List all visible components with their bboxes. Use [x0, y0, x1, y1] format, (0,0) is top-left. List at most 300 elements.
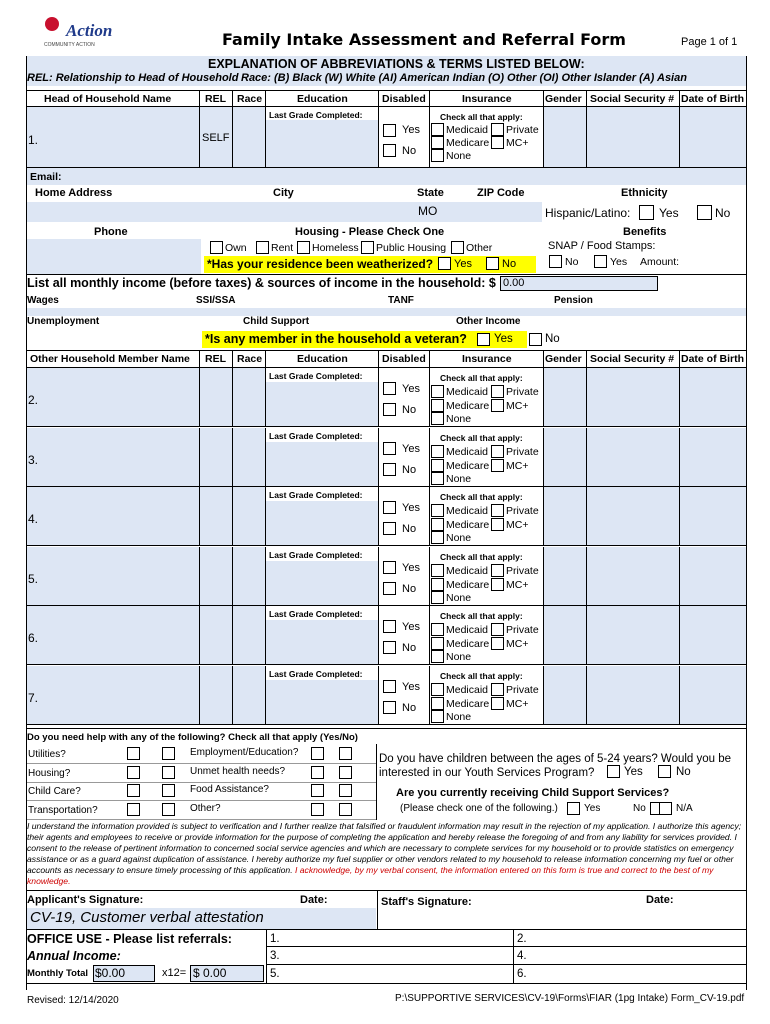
member-col-divider: [378, 428, 379, 487]
wages-label: Wages: [27, 295, 59, 306]
member-disabled-yes-checkbox[interactable]: [383, 680, 396, 693]
help-item-yes-checkbox[interactable]: [311, 784, 324, 797]
member-disabled-yes-checkbox[interactable]: [383, 561, 396, 574]
member-col-divider: [199, 666, 200, 725]
member-last-grade-label: Last Grade Completed:: [269, 669, 363, 679]
head-disabled-yes-checkbox[interactable]: [383, 124, 396, 137]
member-dob-field[interactable]: [680, 606, 746, 664]
snap-yes-label: Yes: [610, 256, 628, 268]
member-name-field[interactable]: [27, 428, 199, 486]
member-none-checkbox[interactable]: [431, 531, 444, 544]
member-col-divider: [232, 606, 233, 665]
member-col-divider: [586, 606, 587, 665]
member-check-all-label: Check all that apply:: [440, 433, 523, 443]
head-medicare-checkbox[interactable]: [431, 136, 444, 149]
member-medicare-checkbox[interactable]: [431, 399, 444, 412]
other-income-label: Other Income: [456, 316, 521, 327]
veteran-yes-checkbox[interactable]: [477, 333, 490, 346]
member-disabled-yes-checkbox[interactable]: [383, 382, 396, 395]
member-col-divider: [199, 368, 200, 427]
col-education: Education: [297, 93, 348, 105]
member-gender-field[interactable]: [544, 606, 586, 664]
head-check-all-label: Check all that apply:: [440, 112, 523, 122]
member-col-divider: [429, 666, 430, 725]
member-medicare-label: Medicare: [446, 400, 490, 412]
help-item-label: Child Care?: [28, 786, 81, 797]
cs-no-label: No: [633, 803, 646, 814]
explanation-title: EXPLANATION OF ABBREVIATIONS & TERMS LISTED BELOW:: [208, 57, 585, 71]
member-mc-checkbox[interactable]: [491, 399, 504, 412]
annual-income-label: Annual Income:: [27, 949, 121, 963]
member-col-divider: [199, 606, 200, 665]
head-rel-value: SELF: [202, 132, 230, 144]
help-item-yes-checkbox[interactable]: [127, 803, 140, 816]
member-rel-field[interactable]: [200, 428, 232, 486]
member-name-field[interactable]: [27, 368, 199, 426]
snap-no-label: No: [565, 256, 579, 268]
member-row-divider: [26, 545, 746, 546]
member-private-checkbox[interactable]: [491, 564, 504, 577]
consent-statement: I understand the information provided is subject to verification and I further realize that falsified or fraudulent information may result in the rejection of my application. I authorize this agency; their agents and employees to receive or provide information for the purpose of completing the application and hereby release the foregoing of and from any liability for services provided. I consent to the release of pertinent information to concerned social service agencies and which are necessary to complete services for my household or to provide statistics on emergency assistance or as a guard against duplication of assistance. I hereby authorize my fuel supplier or other vendors related to my household to release information concerning my fuel or other accounts as necessary to ensure timely processing of this application. I acknowledge, by my verbal consent, the information entered on this form is true and correct to the best of my knowledge.: [27, 821, 742, 886]
cs-yes-label: Yes: [584, 803, 601, 814]
member-medicaid-label: Medicaid: [446, 624, 489, 636]
member-disabled-no-label: No: [402, 583, 417, 595]
member-col-divider: [679, 487, 680, 546]
veteran-no-label: No: [545, 333, 560, 345]
member-medicare-label: Medicare: [446, 579, 490, 591]
member-col-divider: [232, 547, 233, 606]
member-col-divider: [265, 666, 266, 725]
rel-explanation: REL: Relationship to Head of Household: [27, 72, 239, 84]
member-medicare-checkbox[interactable]: [431, 697, 444, 710]
member-edu-field[interactable]: [266, 501, 378, 545]
own-checkbox[interactable]: [210, 241, 223, 254]
member-ssn-field[interactable]: [587, 547, 679, 605]
referral-5[interactable]: 5.: [270, 968, 280, 980]
referral-1[interactable]: 1.: [270, 933, 280, 945]
other-housing-label: Other: [466, 242, 493, 254]
youth-yes-label: Yes: [624, 766, 643, 778]
member-gender-field[interactable]: [544, 368, 586, 426]
member-medicare-checkbox[interactable]: [431, 459, 444, 472]
member-medicaid-checkbox[interactable]: [431, 385, 444, 398]
member-none-checkbox[interactable]: [431, 710, 444, 723]
member-medicare-checkbox[interactable]: [431, 518, 444, 531]
other-housing-checkbox[interactable]: [451, 241, 464, 254]
member-col-divider: [679, 368, 680, 427]
col-race: Race: [237, 93, 263, 105]
member-col-divider: [232, 487, 233, 546]
youth-no-checkbox[interactable]: [658, 765, 671, 778]
help-item-no-checkbox[interactable]: [339, 747, 352, 760]
member-edu-field[interactable]: [266, 620, 378, 664]
member-col-divider: [679, 606, 680, 665]
help-item-yes-checkbox[interactable]: [127, 766, 140, 779]
member-mc-checkbox[interactable]: [491, 637, 504, 650]
member-rel-field[interactable]: [200, 487, 232, 545]
member-private-label: Private: [506, 624, 539, 636]
help-item-yes-checkbox[interactable]: [311, 803, 324, 816]
col-ssn: Social Security #: [590, 93, 675, 105]
head-race-field[interactable]: [233, 107, 265, 167]
member-edu-field[interactable]: [266, 442, 378, 486]
member-mc-checkbox[interactable]: [491, 459, 504, 472]
member-medicaid-label: Medicaid: [446, 684, 489, 696]
member-edu-field[interactable]: [266, 382, 378, 426]
help-item-no-checkbox[interactable]: [162, 803, 175, 816]
member-race-field[interactable]: [233, 368, 265, 426]
income-fields-row1[interactable]: [26, 308, 746, 316]
help-item-label: Employment/Education?: [190, 747, 299, 758]
member-header-divider: [429, 350, 430, 368]
member-rel-field[interactable]: [200, 368, 232, 426]
head-private-label: Private: [506, 124, 539, 136]
email-label: Email:: [30, 171, 62, 183]
member-private-checkbox[interactable]: [491, 504, 504, 517]
weatherized-no-checkbox[interactable]: [486, 257, 499, 270]
snap-amount-label: Amount:: [640, 256, 680, 268]
housing-label: Housing - Please Check One: [295, 226, 445, 238]
member-disabled-no-checkbox[interactable]: [383, 522, 396, 535]
member-disabled-no-checkbox[interactable]: [383, 403, 396, 416]
help-item-no-checkbox[interactable]: [339, 766, 352, 779]
member-row-number: 7.: [28, 691, 39, 705]
member-none-label: None: [446, 532, 472, 544]
member-private-label: Private: [506, 684, 539, 696]
svg-text:COMMUNITY ACTION: COMMUNITY ACTION: [44, 42, 95, 48]
member-col-divider: [378, 666, 379, 725]
cs-yes-checkbox[interactable]: [567, 802, 580, 815]
member-none-checkbox[interactable]: [431, 412, 444, 425]
member-private-checkbox[interactable]: [491, 683, 504, 696]
member-col-divider: [265, 487, 266, 546]
member-none-label: None: [446, 592, 472, 604]
head-last-grade-label: Last Grade Completed:: [269, 110, 363, 120]
help-item-label: Utilities?: [28, 749, 66, 760]
veteran-yes-label: Yes: [494, 333, 513, 345]
member-race-field[interactable]: [233, 666, 265, 724]
member-gender-field[interactable]: [544, 428, 586, 486]
member-medicaid-label: Medicaid: [446, 505, 489, 517]
member-medicaid-checkbox[interactable]: [431, 564, 444, 577]
member-disabled-yes-label: Yes: [402, 383, 420, 395]
head-name-field[interactable]: [26, 107, 199, 167]
member-disabled-no-label: No: [402, 523, 417, 535]
member-disabled-no-checkbox[interactable]: [383, 582, 396, 595]
member-mc-checkbox[interactable]: [491, 697, 504, 710]
help-item-no-checkbox[interactable]: [162, 784, 175, 797]
member-private-checkbox[interactable]: [491, 623, 504, 636]
member-col-divider: [543, 428, 544, 487]
member-col-divider: [199, 428, 200, 487]
snap-yes-checkbox[interactable]: [594, 255, 607, 268]
member-disabled-yes-label: Yes: [402, 562, 420, 574]
head-disabled-no-label: No: [402, 145, 417, 157]
member-none-checkbox[interactable]: [431, 650, 444, 663]
member-col-divider: [543, 606, 544, 665]
hispanic-no-checkbox[interactable]: [697, 205, 712, 220]
member-last-grade-label: Last Grade Completed:: [269, 371, 363, 381]
member-header-divider: [679, 350, 680, 368]
referral-2[interactable]: 2.: [517, 933, 527, 945]
head-ssn-field[interactable]: [587, 107, 679, 167]
member-header-divider: [543, 350, 544, 368]
col-member-rel: REL: [205, 353, 226, 365]
address-field[interactable]: [26, 202, 542, 222]
member-col-divider: [199, 547, 200, 606]
member-rel-field[interactable]: [200, 606, 232, 664]
member-header-divider: [586, 350, 587, 368]
homeless-checkbox[interactable]: [297, 241, 310, 254]
member-col-divider: [543, 666, 544, 725]
applicant-date-label: Date:: [300, 894, 328, 906]
member-dob-field[interactable]: [680, 368, 746, 426]
member-race-field[interactable]: [233, 487, 265, 545]
member-last-grade-label: Last Grade Completed:: [269, 490, 363, 500]
state-value: MO: [418, 204, 438, 218]
help-item-label: Unmet health needs?: [190, 765, 286, 777]
benefits-label: Benefits: [623, 226, 667, 238]
member-col-divider: [378, 606, 379, 665]
member-name-field[interactable]: [27, 487, 199, 545]
help-row-divider: [26, 819, 376, 820]
member-col-divider: [199, 487, 200, 546]
member-none-checkbox[interactable]: [431, 591, 444, 604]
head-edu-field[interactable]: [266, 120, 378, 167]
member-ssn-field[interactable]: [587, 428, 679, 486]
member-none-label: None: [446, 711, 472, 723]
member-none-label: None: [446, 413, 472, 425]
head-gender-field[interactable]: [544, 107, 586, 167]
member-medicaid-label: Medicaid: [446, 565, 489, 577]
member-col-divider: [429, 428, 430, 487]
help-item-yes-checkbox[interactable]: [127, 747, 140, 760]
member-dob-field[interactable]: [680, 547, 746, 605]
member-medicaid-checkbox[interactable]: [431, 445, 444, 458]
member-disabled-yes-label: Yes: [402, 443, 420, 455]
help-item-yes-checkbox[interactable]: [311, 747, 324, 760]
member-disabled-yes-label: Yes: [402, 502, 420, 514]
col-rel: REL: [205, 93, 226, 105]
member-none-checkbox[interactable]: [431, 472, 444, 485]
member-race-field[interactable]: [233, 606, 265, 664]
member-mc-label: MC+: [506, 400, 529, 412]
head-dob-field[interactable]: [680, 107, 746, 167]
help-item-yes-checkbox[interactable]: [127, 784, 140, 797]
help-item-label: Transportation?: [28, 804, 98, 816]
member-mc-label: MC+: [506, 698, 529, 710]
weatherized-yes-checkbox[interactable]: [438, 257, 451, 270]
member-race-field[interactable]: [233, 547, 265, 605]
member-private-label: Private: [506, 446, 539, 458]
member-edu-field[interactable]: [266, 561, 378, 605]
member-name-field[interactable]: [27, 606, 199, 664]
member-row-divider: [26, 724, 746, 725]
member-row-number: 5.: [28, 572, 39, 586]
member-col-divider: [586, 368, 587, 427]
help-item-no-checkbox[interactable]: [339, 803, 352, 816]
weatherized-question: *Has your residence been weatherized?: [207, 257, 434, 271]
rent-checkbox[interactable]: [256, 241, 269, 254]
member-private-checkbox[interactable]: [491, 385, 504, 398]
member-mc-checkbox[interactable]: [491, 518, 504, 531]
email-field[interactable]: [26, 168, 746, 185]
col-member-insurance: Insurance: [462, 353, 512, 365]
income-title: List all monthly income (before taxes) & sources of income in the household: $: [27, 276, 496, 290]
weatherized-no-label: No: [502, 258, 517, 270]
member-disabled-yes-checkbox[interactable]: [383, 442, 396, 455]
member-disabled-no-label: No: [402, 404, 417, 416]
snap-no-checkbox[interactable]: [549, 255, 562, 268]
homeless-label: Homeless: [312, 242, 359, 254]
member-none-label: None: [446, 473, 472, 485]
member-disabled-no-checkbox[interactable]: [383, 641, 396, 654]
help-item-yes-checkbox[interactable]: [311, 766, 324, 779]
unemployment-label: Unemployment: [27, 316, 100, 327]
col-gender: Gender: [545, 93, 582, 105]
member-row-number: 3.: [28, 453, 39, 467]
referral-6[interactable]: 6.: [517, 968, 527, 980]
veteran-question: *Is any member in the household a veteran?: [205, 332, 467, 346]
youth-question: Do you have children between the ages of 5-24 years? Would you be interested in our Youth Services Program?: [379, 753, 732, 779]
member-mc-label: MC+: [506, 519, 529, 531]
phone-label: Phone: [94, 226, 128, 238]
applicant-signature-label: Applicant's Signature:: [27, 894, 144, 906]
head-mc-label: MC+: [506, 137, 529, 149]
svg-text:Action: Action: [66, 21, 113, 40]
head-private-checkbox[interactable]: [491, 123, 504, 136]
head-medicaid-checkbox[interactable]: [431, 123, 444, 136]
member-col-divider: [232, 428, 233, 487]
head-medicaid-label: Medicaid: [446, 124, 489, 136]
zip-label: ZIP Code: [477, 187, 525, 199]
monthly-total-value: $0.00: [95, 966, 126, 980]
member-medicaid-checkbox[interactable]: [431, 683, 444, 696]
member-col-divider: [232, 368, 233, 427]
annual-total-value: $ 0.00: [193, 966, 227, 980]
member-check-all-label: Check all that apply:: [440, 611, 523, 621]
member-rel-field[interactable]: [200, 666, 232, 724]
head-mc-checkbox[interactable]: [491, 136, 504, 149]
snap-label: SNAP / Food Stamps:: [548, 240, 656, 252]
member-col-divider: [265, 606, 266, 665]
member-col-divider: [378, 547, 379, 606]
member-disabled-no-checkbox[interactable]: [383, 463, 396, 476]
head-disabled-no-checkbox[interactable]: [383, 144, 396, 157]
hispanic-yes-checkbox[interactable]: [639, 205, 654, 220]
member-gender-field[interactable]: [544, 547, 586, 605]
member-last-grade-label: Last Grade Completed:: [269, 550, 363, 560]
staff-signature-label: Staff's Signature:: [381, 896, 472, 908]
page-number: Page 1 of 1: [681, 36, 738, 48]
member-ssn-field[interactable]: [587, 666, 679, 724]
veteran-no-checkbox[interactable]: [529, 333, 542, 346]
help-item-label: Other?: [190, 802, 221, 814]
public-housing-checkbox[interactable]: [361, 241, 374, 254]
member-medicaid-label: Medicaid: [446, 446, 489, 458]
member-row-number: 2.: [28, 393, 39, 407]
member-private-checkbox[interactable]: [491, 445, 504, 458]
member-gender-field[interactable]: [544, 487, 586, 545]
income-total-value: 0.00: [503, 277, 525, 289]
member-ssn-field[interactable]: [587, 487, 679, 545]
tanf-label: TANF: [388, 295, 414, 306]
help-row-divider: [26, 763, 376, 764]
member-col-divider: [586, 547, 587, 606]
member-mc-checkbox[interactable]: [491, 578, 504, 591]
member-header-divider: [232, 350, 233, 368]
member-private-label: Private: [506, 565, 539, 577]
help-item-no-checkbox[interactable]: [339, 784, 352, 797]
member-col-divider: [679, 428, 680, 487]
head-medicare-label: Medicare: [446, 137, 490, 149]
referral-4[interactable]: 4.: [517, 950, 527, 962]
help-item-label: Food Assistance?: [190, 784, 269, 795]
race-explanation: Race: (B) Black (W) White (AI) American Indian (O) Other (OI) Other Islander (A) Asian: [241, 72, 687, 84]
member-gender-field[interactable]: [544, 666, 586, 724]
member-race-field[interactable]: [233, 428, 265, 486]
help-row-divider: [26, 800, 376, 801]
member-medicaid-checkbox[interactable]: [431, 623, 444, 636]
member-medicare-checkbox[interactable]: [431, 578, 444, 591]
member-row-number: 4.: [28, 512, 39, 526]
referral-3[interactable]: 3.: [270, 950, 280, 962]
member-medicaid-checkbox[interactable]: [431, 504, 444, 517]
member-dob-field[interactable]: [680, 428, 746, 486]
member-medicare-label: Medicare: [446, 698, 490, 710]
member-medicare-checkbox[interactable]: [431, 637, 444, 650]
member-edu-field[interactable]: [266, 680, 378, 724]
member-ssn-field[interactable]: [587, 606, 679, 664]
member-disabled-yes-checkbox[interactable]: [383, 501, 396, 514]
help-item-no-checkbox[interactable]: [162, 766, 175, 779]
city-label: City: [273, 187, 294, 199]
member-disabled-yes-label: Yes: [402, 681, 420, 693]
ssi-label: SSI/SSA: [196, 295, 236, 306]
help-item-no-checkbox[interactable]: [162, 747, 175, 760]
office-use-title: OFFICE USE - Please list referrals:: [27, 932, 232, 946]
cs-na-checkbox[interactable]: [659, 802, 672, 815]
member-dob-field[interactable]: [680, 487, 746, 545]
member-ssn-field[interactable]: [587, 368, 679, 426]
member-disabled-no-label: No: [402, 642, 417, 654]
revised-date: Revised: 12/14/2020: [27, 995, 119, 1006]
phone-field[interactable]: [26, 239, 201, 274]
hispanic-label: Hispanic/Latino:: [545, 206, 631, 220]
member-disabled-yes-checkbox[interactable]: [383, 620, 396, 633]
member-header-divider: [378, 350, 379, 368]
member-name-field[interactable]: [27, 547, 199, 605]
please-check-label: (Please check one of the following.): [400, 803, 558, 814]
member-row-number: 6.: [28, 631, 39, 645]
help-row-divider: [26, 782, 376, 783]
member-rel-field[interactable]: [200, 547, 232, 605]
head-none-checkbox[interactable]: [431, 149, 444, 162]
member-dob-field[interactable]: [680, 666, 746, 724]
member-col-divider: [378, 487, 379, 546]
col-dob: Date of Birth: [681, 93, 744, 105]
member-disabled-no-label: No: [402, 464, 417, 476]
member-col-divider: [265, 547, 266, 606]
youth-yes-checkbox[interactable]: [607, 765, 620, 778]
member-check-all-label: Check all that apply:: [440, 671, 523, 681]
col-member-gender: Gender: [545, 353, 582, 365]
col-head-name: Head of Household Name: [44, 93, 172, 105]
member-col-divider: [429, 368, 430, 427]
member-name-field[interactable]: [27, 666, 199, 724]
member-disabled-no-checkbox[interactable]: [383, 701, 396, 714]
member-medicare-label: Medicare: [446, 460, 490, 472]
